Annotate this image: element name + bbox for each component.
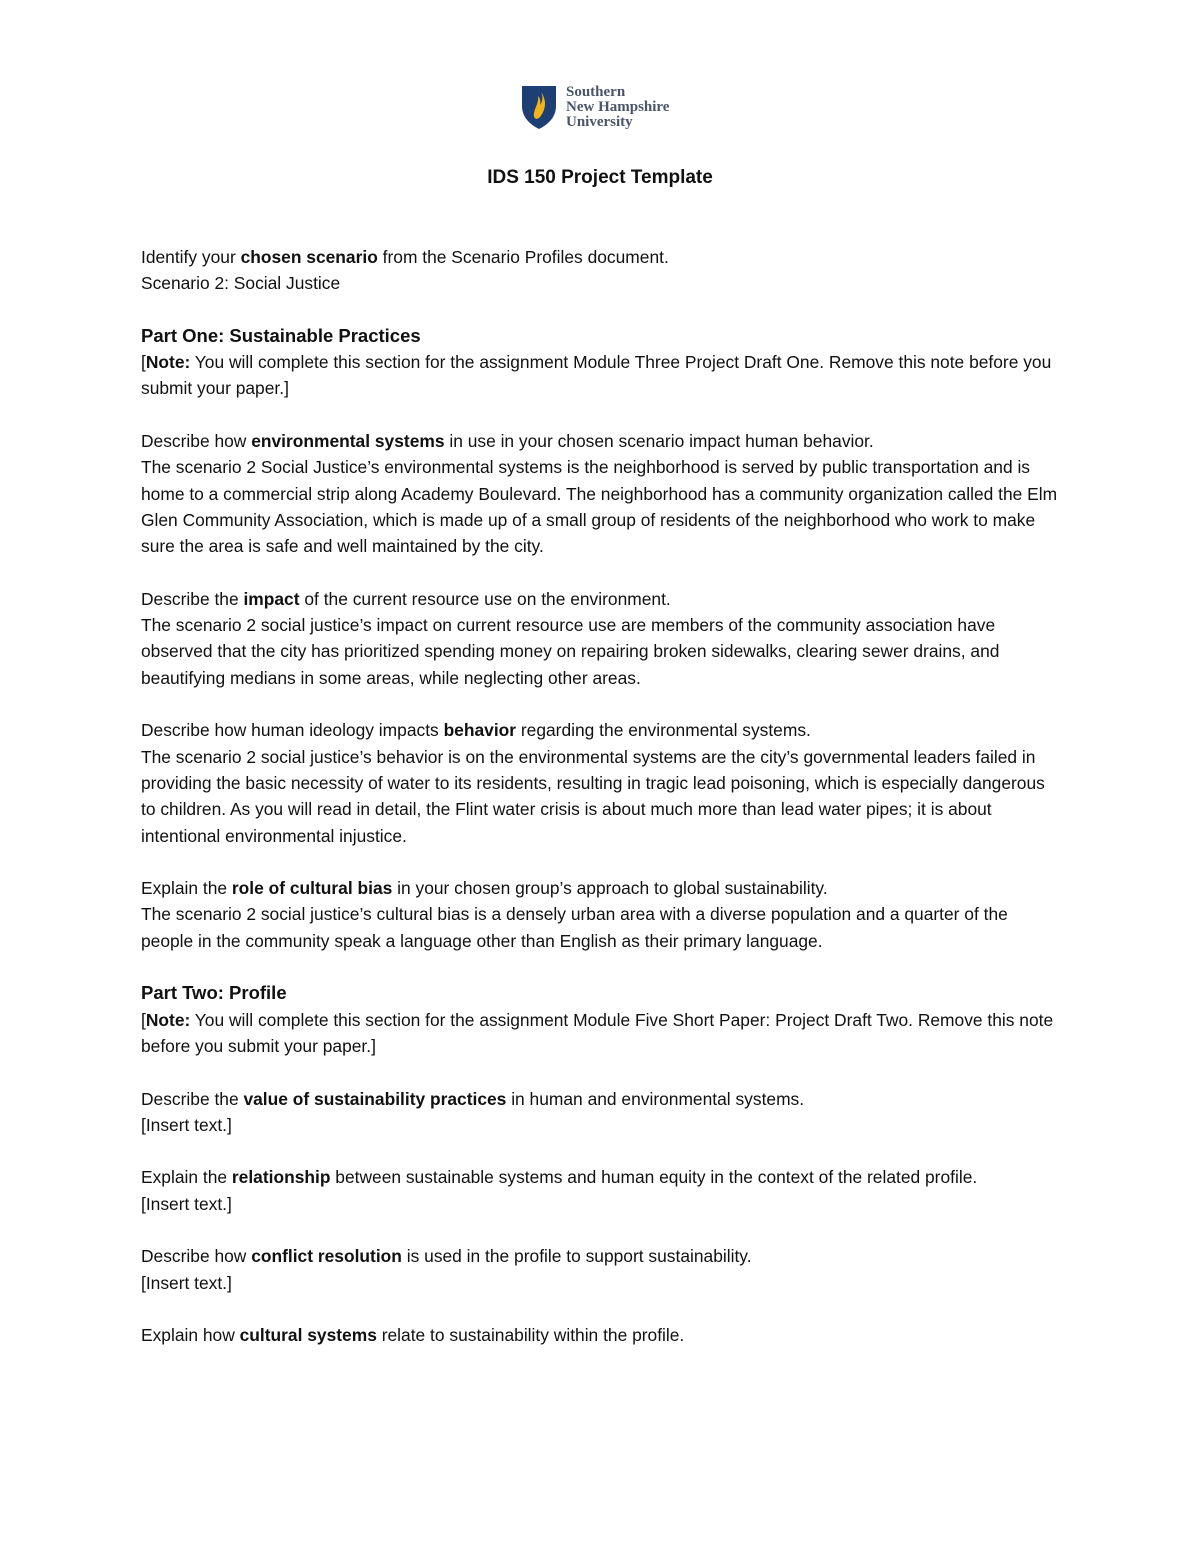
part-one-q2-answer: The scenario 2 social justice’s impact on current resource use are members of the community association have observed that the city has prioritized spending money on repairing broken sidewalks, clearing sewer drains, and beautifying medians in some areas, while neglecting other areas. (141, 615, 1000, 688)
part-one-q3-prompt: Describe how human ideology impacts behavior regarding the environmental systems. (141, 720, 811, 741)
part-two-q1-prompt: Describe the value of sustainability practices in human and environmental systems. (141, 1088, 805, 1109)
logo-line-2: New Hampshire (566, 98, 670, 115)
part-one-q4-answer: The scenario 2 social justice’s cultural bias is a densely urban area with a diverse population and a quarter of the people in the community speak a language other than English as their primary language. (141, 904, 1008, 951)
part-two-q1-answer: [Insert text.] (141, 1114, 232, 1135)
document-title: IDS 150 Project Template (487, 167, 713, 188)
part-two-q4-prompt: Explain how cultural systems relate to sustainability within the profile. (141, 1325, 685, 1346)
document-body (141, 244, 1061, 1348)
part-one-note: [Note: You will complete this section for the assignment Module Three Project Draft One. Remove this note before you submit your paper.] (141, 352, 1052, 399)
part-one-q1-answer: The scenario 2 Social Justice’s environmental systems is the neighborhood is served by public transportation and is home to a commercial strip along Academy Boulevard. The neighborhood has a community organization called the Elm Glen Community Association, which is made up of a small group of residents of the neighborhood who work to make sure the area is safe and well maintained by the city. (141, 457, 1058, 557)
logo-line-3: University (566, 113, 633, 130)
intro-prompt: Identify your chosen scenario from the Scenario Profiles document. (141, 247, 669, 267)
shield-flame-icon (520, 84, 558, 130)
part-two-note: [Note: You will complete this section for the assignment Module Five Short Paper: Project Draft Two. Remove this note before you submit your paper.] (141, 1009, 1054, 1056)
part-one-q2-prompt: Describe the impact of the current resource use on the environment. (141, 588, 671, 609)
part-two-heading: Part Two: Profile (141, 982, 287, 1004)
part-two-q2-answer: [Insert text.] (141, 1193, 232, 1214)
intro-answer: Scenario 2: Social Justice (141, 273, 341, 294)
part-one-q1-prompt: Describe how environmental systems in use in your chosen scenario impact human behavior. (141, 431, 874, 452)
university-name (566, 85, 669, 130)
part-one-q3-answer: The scenario 2 social justice’s behavior is on the environmental systems are the city’s governmental leaders failed in providing the basic necessity of water to its residents, resulting in tragic lead poisoning, which is especially dangerous to children. As you will read in detail, the Flint water crisis is about much more than lead water pipes; it is about intentional environmental injustice. (141, 746, 1045, 846)
university-logo (520, 84, 669, 130)
part-two-q2-prompt: Explain the relationship between sustainable systems and human equity in the context of the related profile. (141, 1167, 978, 1188)
part-one-q4-prompt: Explain the role of cultural bias in your chosen group’s approach to global sustainability. (141, 878, 828, 899)
part-two-q3-answer: [Insert text.] (141, 1272, 232, 1293)
part-one-heading: Part One: Sustainable Practices (141, 324, 421, 346)
logo-line-1: Southern (566, 83, 626, 100)
part-two-q3-prompt: Describe how conflict resolution is used in the profile to support sustainability. (141, 1246, 752, 1267)
